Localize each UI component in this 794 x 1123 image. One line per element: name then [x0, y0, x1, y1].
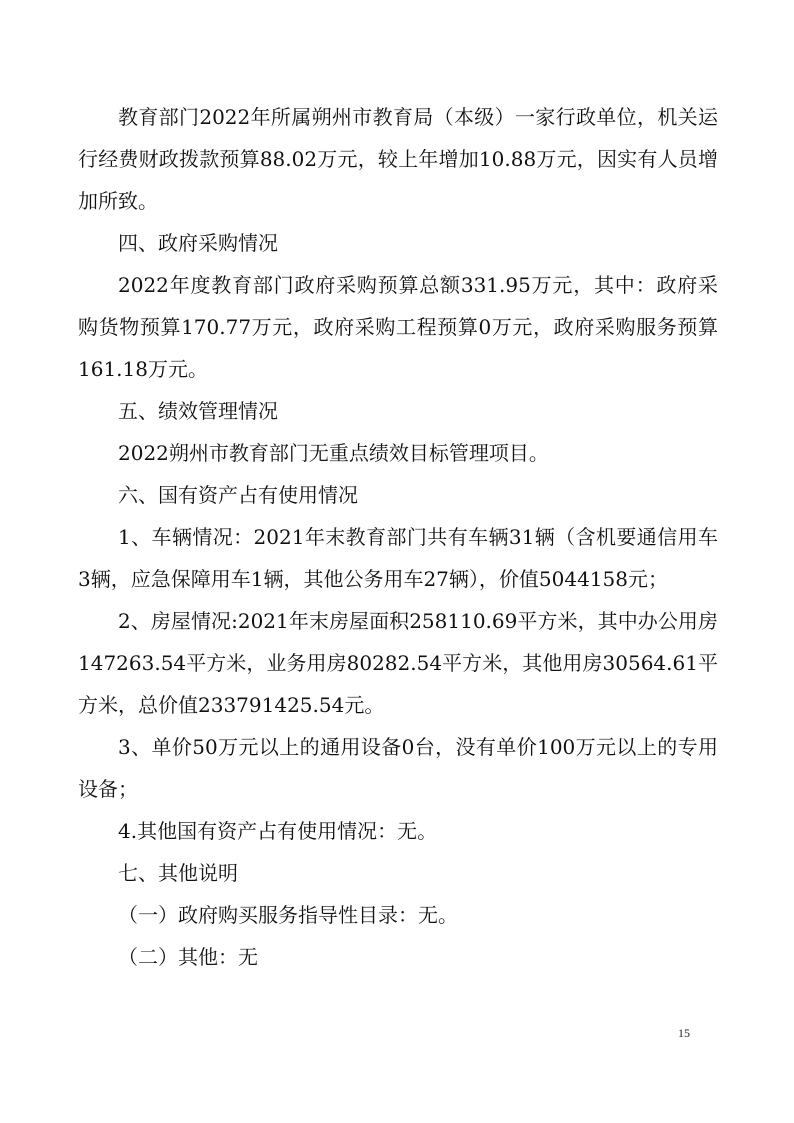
paragraph-procurement-budget: 2022年度教育部门政府采购预算总额331.95万元，其中：政府采购货物预算170.77万元，政府采购工程预算0万元，政府采购服务预算161.18万元。 — [78, 273, 718, 381]
paragraph-service-catalog: （一）政府购买服务指导性目录：无。 — [118, 903, 458, 927]
paragraph-performance-projects: 2022朔州市教育部门无重点绩效目标管理项目。 — [118, 441, 549, 465]
heading-state-assets: 六、国有资产占有使用情况 — [118, 483, 358, 507]
paragraph-buildings: 2、房屋情况:2021年末房屋面积258110.69平方米，其中办公用房147263.54平方米，业务用房80282.54平方米，其他用房30564.61平方米，总价值233791425.54元。 — [78, 609, 718, 717]
paragraph-other: （二）其他：无 — [118, 945, 258, 969]
paragraph-operating-expenses: 教育部门2022年所属朔州市教育局（本级）一家行政单位，机关运行经费财政拨款预算88.02万元，较上年增加10.88万元，因实有人员增加所致。 — [78, 105, 718, 213]
heading-performance-management: 五、绩效管理情况 — [118, 399, 278, 423]
heading-government-procurement: 四、政府采购情况 — [118, 231, 278, 255]
document-body — [78, 96, 718, 978]
paragraph-equipment: 3、单价50万元以上的通用设备0台，没有单价100万元以上的专用设备； — [78, 735, 718, 801]
paragraph-vehicles: 1、车辆情况：2021年末教育部门共有车辆31辆（含机要通信用车3辆，应急保障用车1辆，其他公务用车27辆），价值5044158元； — [78, 525, 718, 591]
heading-other-notes: 七、其他说明 — [118, 861, 238, 885]
page-number: 15 — [678, 1026, 690, 1040]
paragraph-other-assets: 4.其他国有资产占有使用情况：无。 — [118, 819, 438, 843]
